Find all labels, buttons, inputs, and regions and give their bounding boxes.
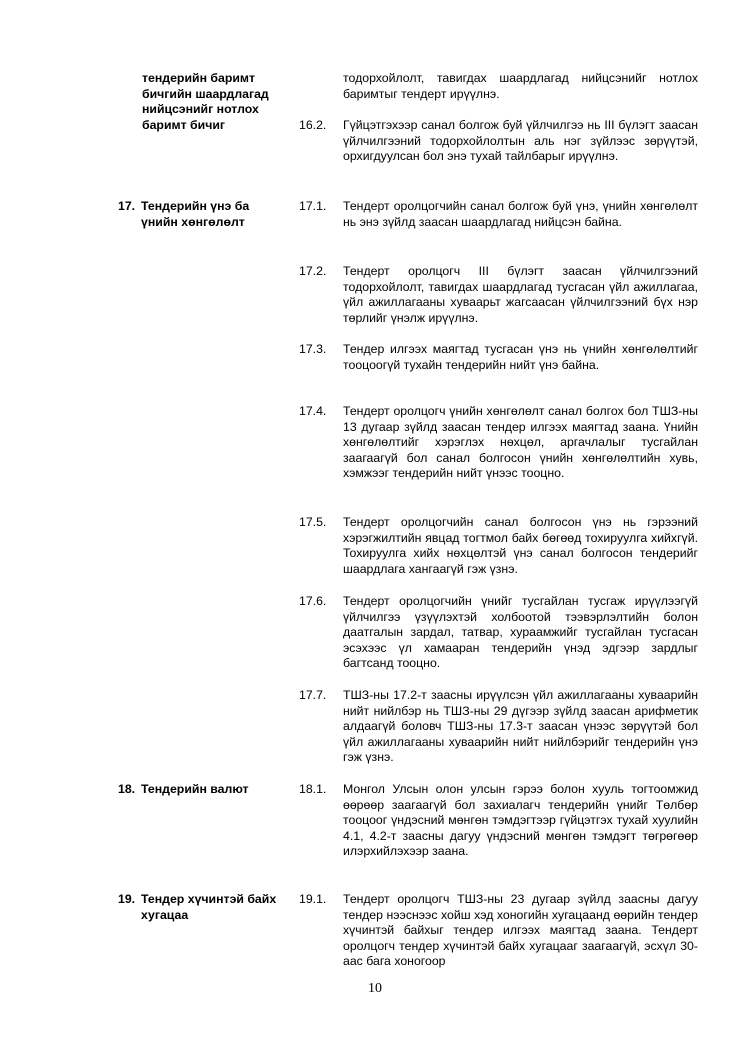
paragraph-17-7: ТШЗ-ны 17.2-т заасны ирүүлсэн үйл ажиллагааны хуваарийн нийт нийлбэр нь ТШЗ-ны 29 дүгээр зүйлд заасан арифметик алдаагүй боловч ТШЗ-ны 17.3-т заасан үнээс зөрүүтэй бол үйл ажиллагааны хуваарийн нийт нийлбэрийг тендерийн үнэ гэж үзнэ. [343, 688, 698, 765]
paragraph-19-1: Тендерт оролцогч ТШЗ-ны 23 дугаар зүйлд заасны дагуу тендер нээснээс хойш хэд хоногийн хугацаанд өөрийн тендер хүчинтэй байхыг тендер илгээх маягтад заана. Тендерт оролцогч тендер хүчинтэй байх хугацааг заагаагүй, эсхүл 30-аас бага хоногоор [343, 892, 698, 969]
paragraph-number-17-6: 17.6. [299, 594, 327, 608]
paragraph-17-3: Тендер илгээх маягтад тусгасан үнэ нь үнийн хөнгөлөлтийг тооцоогүй тухайн тендерийн нийт үнэ байна. [343, 342, 698, 372]
paragraph-number-17-2: 17.2. [299, 264, 327, 278]
section-title: Тендер хүчинтэй байх хугацаа [141, 892, 277, 922]
section-title: Тендерийн валют [141, 782, 249, 796]
paragraph-16-1-continued: тодорхойлолт, тавигдах шаардлагад нийцсэнийг нотлох баримтыг тендерт ирүүлнэ. [343, 71, 698, 101]
page-number: 10 [368, 981, 382, 996]
section-number: 19. [118, 892, 136, 906]
paragraph-17-2: Тендерт оролцогч III бүлэгт заасан үйлчилгээний тодорхойлолт, тавигдах шаардлагад тусгасан үйл ажиллагаа, үйл ажиллагааны хуваарьт жагсаасан үйлчилгээний бүх нэр төрлийг үнэлж ирүүлнэ. [343, 264, 698, 325]
paragraph-number-17-7: 17.7. [299, 688, 327, 702]
paragraph-number-17-3: 17.3. [299, 342, 327, 356]
section-title: Тендерийн үнэ ба үнийн хөнгөлөлт [141, 199, 250, 229]
section-number: 18. [118, 782, 136, 796]
paragraph-number-17-5: 17.5. [299, 515, 327, 529]
paragraph-number-17-1: 17.1. [299, 199, 327, 213]
section-title: тендерийн баримт бичгийн шаардлагад нийцсэнийг нотлох баримт бичиг [142, 71, 269, 132]
section-number: 17. [118, 199, 136, 213]
paragraph-number-19-1: 19.1. [299, 892, 327, 906]
paragraph-17-1: Тендерт оролцогчийн санал болгож буй үнэ, үнийн хөнгөлөлт нь энэ зүйлд заасан шаардлагад нийцсэн байна. [343, 199, 698, 229]
paragraph-number-18-1: 18.1. [299, 782, 327, 796]
paragraph-17-5: Тендерт оролцогчийн санал болгосон үнэ нь гэрээний хэрэгжилтийн явцад тогтмол байх бөгөөд тохируулга хийхгүй. Тохируулга хийх нөхцөлтэй үнэ санал болгосон тендерийг шаардлага хангаагүй гэж үзнэ. [343, 515, 698, 576]
paragraph-16-2: Гүйцэтгэхээр санал болгож буй үйлчилгээ нь III бүлэгт заасан үйлчилгээний тодорхойлолтын аль нэг зүйлээс зөрүүтэй, орхигдуулсан бол энэ тухай тайлбарыг ирүүлнэ. [343, 118, 698, 164]
paragraph-18-1: Монгол Улсын олон улсын гэрээ болон хууль тогтоомжид өөрөөр заагаагүй бол захиалагч тендерийн үнийг Төлбөр тооцоог үндэсний мөнгөн тэмдэгтээр гүйцэтгэх тухай хуулийн 4.1, 4.2-т заасны дагуу үндэсний мөнгөн тэмдэгт төгрөгөөр илэрхийлэхээр заана. [343, 782, 698, 859]
paragraph-17-4: Тендерт оролцогч үнийн хөнгөлөлт санал болгох бол ТШЗ-ны 13 дугаар зүйлд заасан тендер илгээх маягтад заана. Үнийн хөнгөлөлтийг хэрэглэх нөхцөл, аргачлалыг тусгайлан заагаагүй бол санал болгосон үнийн хөнгөлөлтийн хувь, хэмжээг тендерийн нийт үнээс тооцно. [343, 404, 698, 481]
paragraph-number-17-4: 17.4. [299, 404, 327, 418]
paragraph-17-6: Тендерт оролцогчийн үнийг тусгайлан тусгаж ирүүлээгүй үйлчилгээ үзүүлэхтэй холбоотой тээвэрлэлтийн болон даатгалын зардал, татвар, хураамжийг тусгайлан тусгасан эсэхээс үл хамааран тендерийн үнэд эдгээр зардлыг багтсанд тооцно. [343, 594, 698, 671]
paragraph-number-16-2: 16.2. [299, 118, 327, 132]
